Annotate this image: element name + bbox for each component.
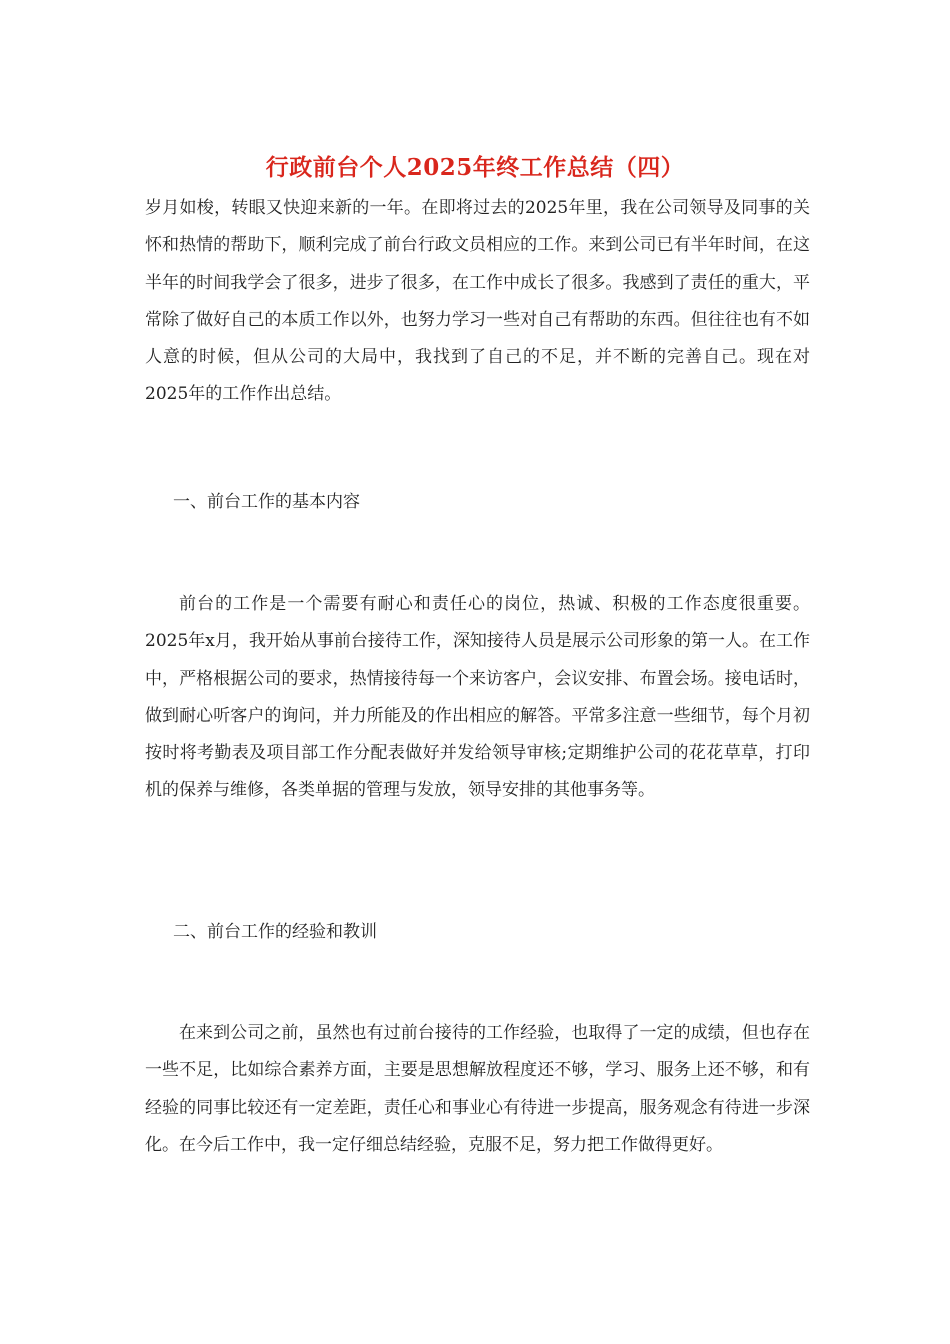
document-title: 行政前台个人2025年终工作总结（四） <box>265 154 685 181</box>
section-heading-experience: 二、前台工作的经验和教训 <box>173 922 377 942</box>
section-body-basic-content: 前台的工作是一个需要有耐心和责任心的岗位，热诚、积极的工作态度很重要。2025年x月，我开始从事前台接待工作，深知接待人员是展示公司形象的第一人。在工作中，严格根据公司的要求，热情接待每一个来访客户，会议安排、布置会场。接电话时，做到耐心听客户的询问，并力所能及的作出相应的解答。平常多注意一些细节，每个月初按时将考勤表及项目部工作分配表做好并发给领导审核;定期维护公司的花花草草，打印机的保养与维修，各类单据的管理与发放，领导安排的其他事务等。 <box>145 594 810 801</box>
intro-paragraph: 岁月如梭，转眼又快迎来新的一年。在即将过去的2025年里，我在公司领导及同事的关怀和热情的帮助下，顺利完成了前台行政文员相应的工作。来到公司已有半年时间，在这半年的时间我学会了很多，进步了很多，在工作中成长了很多。我感到了责任的重大，平常除了做好自己的本质工作以外，也努力学习一些对自己有帮助的东西。但往往也有不如人意的时候，但从公司的大局中，我找到了自己的不足，并不断的完善自己。现在对2025年的工作作出总结。 <box>145 198 810 405</box>
section-body-experience: 在来到公司之前，虽然也有过前台接待的工作经验，也取得了一定的成绩，但也存在一些不足，比如综合素养方面，主要是思想解放程度还不够，学习、服务上还不够，和有经验的同事比较还有一定差距，责任心和事业心有待进一步提高，服务观念有待进一步深化。在今后工作中，我一定仔细总结经验，克服不足，努力把工作做得更好。 <box>145 1023 810 1155</box>
section-heading-basic-content: 一、前台工作的基本内容 <box>173 492 360 512</box>
